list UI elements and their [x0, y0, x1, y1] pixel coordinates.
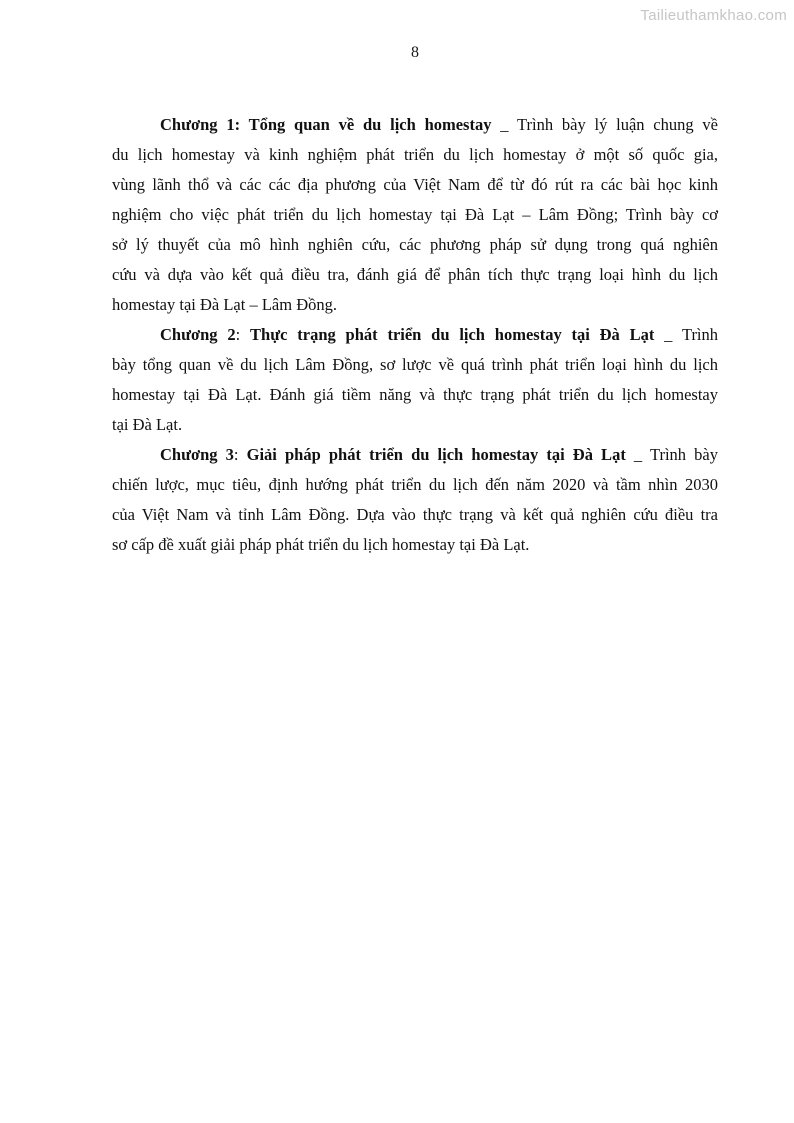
body-text-segment: tại Đà Lạt.: [112, 415, 183, 434]
body-text-segment: chiến lược, mục tiêu, định hướng phát triển du lịch đến năm 2020 và tầm nhìn 2030: [112, 475, 718, 494]
text-line: [112, 500, 718, 530]
chapter-heading-segment: Chương 1: Tổng quan về du lịch homestay: [160, 115, 492, 134]
body-text-segment: :: [235, 325, 251, 344]
body-text-segment: nghiệm cho việc phát triển du lịch homestay tại Đà Lạt – Lâm Đồng; Trình bày cơ: [112, 205, 718, 224]
text-line: [112, 470, 718, 500]
body-text-segment: homestay tại Đà Lạt. Đánh giá tiềm năng và thực trạng phát triển du lịch homestay: [112, 385, 718, 404]
text-line: [112, 290, 718, 320]
text-line: [112, 410, 718, 440]
body-text-segment: du lịch homestay và kinh nghiệm phát triển du lịch homestay ở một số quốc gia,: [112, 145, 718, 164]
text-line: [112, 350, 718, 380]
page-number: 8: [411, 44, 419, 61]
body-text-segment: _ Trình bày lý luận chung về: [491, 115, 718, 134]
body-text-segment: sơ cấp đề xuất giải pháp phát triển du lịch homestay tại Đà Lạt.: [112, 535, 530, 554]
paragraph-chapter-3: [112, 440, 718, 560]
body-text-segment: :: [233, 445, 247, 464]
chapter-heading-segment: Thực trạng phát triển du lịch homestay tại Đà Lạt: [250, 325, 655, 344]
body-text-segment: _ Trình bày: [625, 445, 718, 464]
body-text-segment: _ Trình: [654, 325, 719, 344]
text-line: [112, 440, 718, 470]
body-text-segment: cứu và dựa vào kết quả điều tra, đánh giá để phân tích thực trạng loại hình du lịch: [112, 265, 718, 284]
paragraph-chapter-2: [112, 320, 718, 440]
text-line: [112, 140, 718, 170]
text-line: [112, 260, 718, 290]
paragraph-chapter-1: [112, 110, 718, 320]
chapter-heading-segment: Chương 2: [160, 325, 236, 344]
body-text-segment: vùng lãnh thổ và các các địa phương của Việt Nam để từ đó rút ra các bài học kinh: [112, 175, 718, 194]
body-text-segment: bày tổng quan về du lịch Lâm Đồng, sơ lược về quá trình phát triển loại hình du lịch: [112, 355, 718, 374]
body-text-segment: homestay tại Đà Lạt – Lâm Đồng.: [112, 295, 337, 314]
text-line: [112, 530, 718, 560]
chapter-heading-segment: Giải pháp phát triển du lịch homestay tại Đà Lạt: [246, 445, 626, 464]
document-body: [112, 110, 718, 560]
text-line: [112, 230, 718, 260]
watermark-site-url: Tailieuthamkhao.com: [640, 7, 787, 24]
text-line: [112, 380, 718, 410]
text-line: [112, 200, 718, 230]
chapter-heading-segment: Chương 3: [160, 445, 234, 464]
body-text-segment: của Việt Nam và tỉnh Lâm Đồng. Dựa vào thực trạng và kết quả nghiên cứu điều tra: [112, 505, 718, 524]
text-line: [112, 170, 718, 200]
text-line: [112, 320, 718, 350]
text-line: [112, 110, 718, 140]
body-text-segment: sở lý thuyết của mô hình nghiên cứu, các phương pháp sử dụng trong quá nghiên: [112, 235, 718, 254]
